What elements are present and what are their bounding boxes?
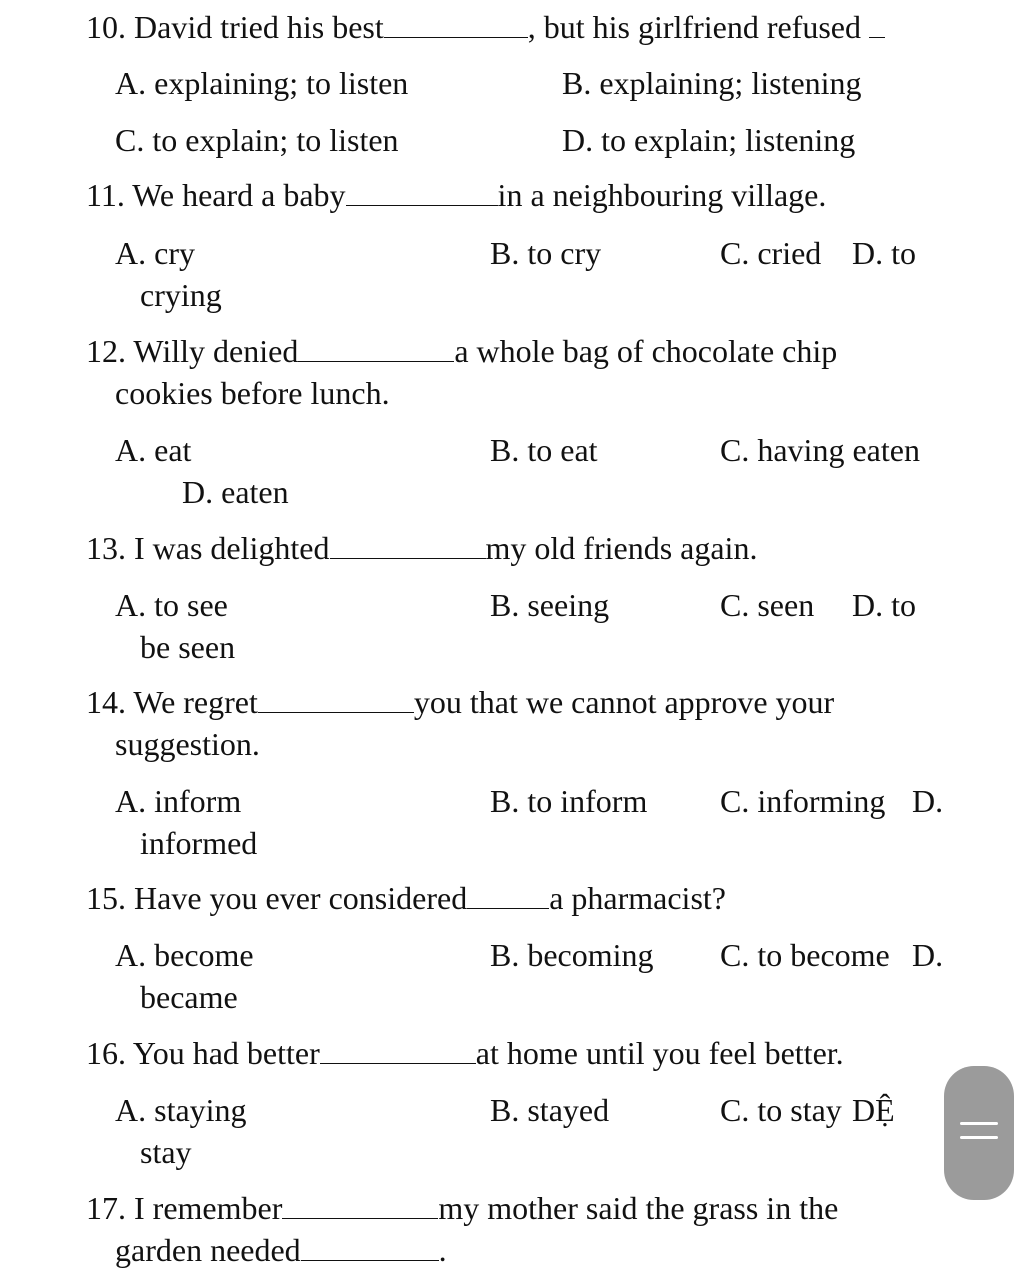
grip-line-bottom-icon (960, 1136, 998, 1139)
q16-option-d[interactable]: DỆ (852, 1092, 895, 1128)
q15-option-c[interactable]: C. to become (720, 937, 890, 973)
q14-option-d-cont: informed (140, 825, 258, 861)
q12-text-before: 12. Willy denied (86, 333, 299, 369)
q12-stem-cont: cookies before lunch. (115, 375, 390, 411)
q10-blank-1 (384, 11, 528, 38)
q15-option-d-cont: became (140, 979, 238, 1015)
q11-option-a[interactable]: A. cry (115, 235, 195, 271)
q17-stem-cont (115, 1230, 447, 1270)
q12-option-c[interactable]: C. having eaten (720, 432, 920, 468)
q13-option-d[interactable]: D. to (852, 587, 916, 623)
q13-text-before: 13. I was delighted (86, 530, 330, 566)
q12-blank (298, 335, 454, 362)
q10-option-d[interactable]: D. to explain; listening (562, 122, 856, 158)
q16-option-b[interactable]: B. stayed (490, 1092, 610, 1128)
q10-stem (86, 7, 885, 47)
q11-blank (346, 179, 498, 206)
q13-blank (330, 532, 486, 559)
q14-stem-cont: suggestion. (115, 726, 260, 762)
q17-blank-1 (282, 1192, 438, 1219)
q14-text-before: 14. We regret (86, 684, 258, 720)
q10-text-middle: , but his girlfriend refused (527, 9, 869, 45)
q14-text-after: you that we cannot approve your (413, 684, 835, 720)
q17-cont-before: garden needed (115, 1232, 301, 1268)
q12-text-after: a whole bag of chocolate chip (454, 333, 838, 369)
q15-option-d[interactable]: D. (912, 937, 944, 973)
q10-option-c[interactable]: C. to explain; to listen (115, 122, 399, 158)
q15-option-a[interactable]: A. become (115, 937, 254, 973)
q13-option-a[interactable]: A. to see (115, 587, 228, 623)
q16-option-a[interactable]: A. staying (115, 1092, 247, 1128)
q17-text-after: my mother said the grass in the (438, 1190, 839, 1226)
q10-option-b[interactable]: B. explaining; listening (562, 65, 862, 101)
q16-stem (86, 1033, 844, 1073)
q14-option-a[interactable]: A. inform (115, 783, 242, 819)
q16-text-before: 16. You had better (86, 1035, 320, 1071)
q17-blank-2 (301, 1234, 439, 1261)
q14-blank (258, 686, 414, 713)
q15-text-after: a pharmacist? (549, 880, 726, 916)
q17-cont-after: . (438, 1232, 447, 1268)
q10-text-before: 10. David tried his best (86, 9, 384, 45)
q13-option-c[interactable]: C. seen (720, 587, 815, 623)
q14-option-c[interactable]: C. informing (720, 783, 886, 819)
q17-text-before: 17. I remember (86, 1190, 283, 1226)
q15-blank (467, 882, 549, 909)
grip-line-top-icon (960, 1122, 998, 1125)
q10-blank-2 (869, 11, 885, 38)
q13-option-b[interactable]: B. seeing (490, 587, 610, 623)
q11-option-d-cont: crying (140, 277, 222, 313)
q17-stem (86, 1188, 838, 1228)
q13-stem (86, 528, 757, 568)
q10-option-a[interactable]: A. explaining; to listen (115, 65, 409, 101)
q16-text-after: at home until you feel better. (475, 1035, 844, 1071)
q14-option-b[interactable]: B. to inform (490, 783, 648, 819)
q16-blank (320, 1037, 476, 1064)
q11-text-before: 11. We heard a baby (86, 177, 346, 213)
q13-option-d-cont: be seen (140, 629, 236, 665)
q15-option-b[interactable]: B. becoming (490, 937, 654, 973)
q11-text-after: in a neighbouring village. (497, 177, 827, 213)
q12-option-d[interactable]: D. eaten (182, 474, 289, 510)
scroll-handle[interactable] (944, 1066, 1014, 1200)
q11-stem (86, 175, 826, 215)
q15-text-before: 15. Have you ever considered (86, 880, 468, 916)
q13-text-after: my old friends again. (485, 530, 758, 566)
q11-option-b[interactable]: B. to cry (490, 235, 602, 271)
q14-option-d[interactable]: D. (912, 783, 944, 819)
q14-stem (86, 682, 834, 722)
q16-option-d-cont: stay (140, 1134, 192, 1170)
q16-option-c[interactable]: C. to stay (720, 1092, 842, 1128)
q12-option-b[interactable]: B. to eat (490, 432, 598, 468)
q15-stem (86, 878, 726, 918)
q11-option-d[interactable]: D. to (852, 235, 916, 271)
q12-option-a[interactable]: A. eat (115, 432, 192, 468)
q12-stem (86, 331, 837, 371)
q11-option-c[interactable]: C. cried (720, 235, 822, 271)
